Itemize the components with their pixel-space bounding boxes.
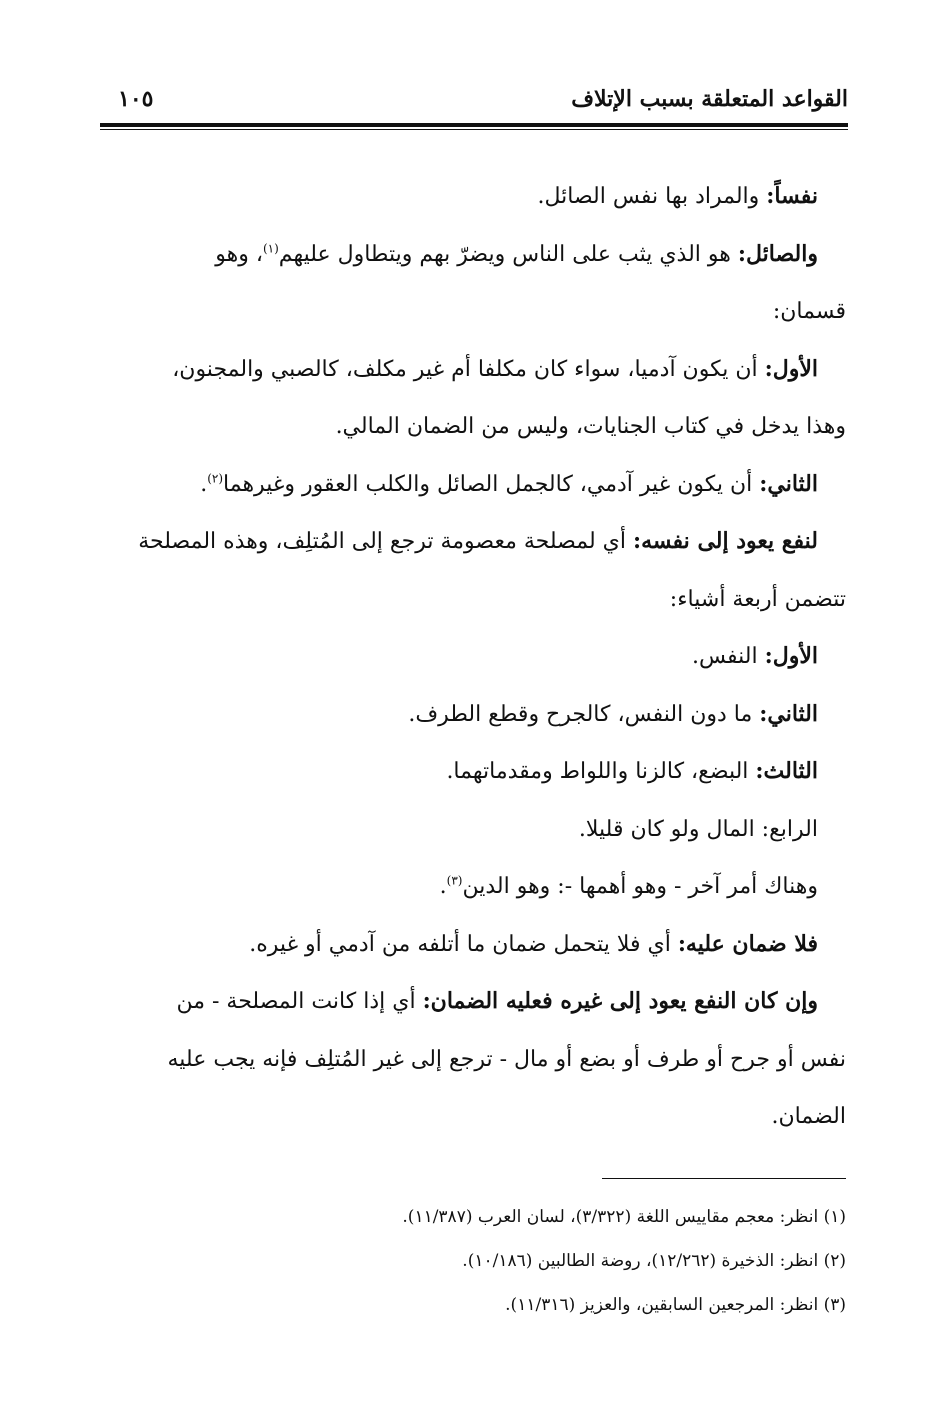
page-number: ١٠٥ [118, 86, 154, 112]
paragraph [106, 916, 818, 974]
paragraph-text: أي إذا كانت المصلحة - من [176, 989, 423, 1014]
term: لنفع يعود إلى نفسه: [632, 528, 818, 554]
paragraph [106, 628, 818, 686]
term: فلا ضمان عليه: [677, 930, 818, 957]
paragraph [106, 743, 818, 801]
paragraph [106, 226, 818, 284]
paragraph-text: . [200, 471, 208, 497]
paragraph-text: أن يكون آدميا، سواء كان مكلفا أم غير مكلف، كالصبي والمجنون، [172, 356, 765, 382]
header-rule-thin [100, 129, 848, 130]
chapter-title: القواعد المتعلقة بسبب الإتلاف [571, 86, 848, 112]
paragraph-text: الضمان. [771, 1104, 846, 1129]
paragraph-text: النفس. [691, 644, 765, 669]
term: الأول: [764, 643, 818, 669]
footnote-separator [602, 1178, 846, 1179]
paragraph-continuation [106, 571, 846, 629]
running-header [100, 84, 848, 124]
footnote-marker: (٣) [446, 873, 463, 888]
paragraph [106, 341, 818, 399]
paragraph-text: تتضمن أربعة أشياء: [669, 586, 846, 612]
paragraph-text: وهناك أمر آخر - وهو أهمها -: وهو الدين [462, 874, 818, 899]
paragraph-text: ما دون النفس، كالجرح وقطع الطرف. [408, 701, 760, 727]
footnotes [106, 1195, 846, 1327]
paragraph-text: وهذا يدخل في كتاب الجنايات، وليس من الضمان المالي. [335, 414, 846, 439]
paragraph-text: والمراد بها نفس الصائل. [537, 184, 767, 209]
paragraph-text: الرابع: المال ولو كان قليلا. [578, 816, 818, 842]
paragraph [106, 858, 818, 916]
term: وإن كان النفع يعود إلى غيره فعليه الضمان: [422, 988, 818, 1014]
term: الثاني: [759, 700, 818, 727]
paragraph [106, 686, 818, 744]
paragraph-text: . [439, 874, 447, 899]
paragraph [106, 456, 818, 514]
paragraph [106, 973, 818, 1031]
paragraph-text: قسمان: [772, 299, 846, 324]
term: والصائل: [737, 240, 818, 267]
main-text [106, 168, 846, 1146]
paragraph [106, 801, 818, 859]
footnote-marker: (١) [262, 241, 279, 256]
paragraph-text: هو الذي يثب على الناس ويضرّ بهم ويتطاول عليهم [278, 241, 738, 267]
paragraph-continuation [106, 283, 846, 341]
paragraph [106, 168, 818, 226]
paragraph-continuation [106, 1031, 846, 1089]
paragraph-text: نفس أو جرح أو طرف أو بضع أو مال - ترجع إلى غير المُتلِف فإنه يجب عليه [167, 1046, 846, 1072]
term: الأول: [764, 355, 818, 382]
paragraph [106, 513, 818, 571]
footnote-marker: (٢) [207, 471, 224, 486]
paragraph-continuation [106, 398, 846, 456]
paragraph-continuation [106, 1088, 846, 1146]
footnote: (٢) انظر: الذخيرة (١٢/٢٦٢)، روضة الطالبين (١٠/١٨٦). [462, 1251, 846, 1271]
footnote: (٣) انظر: المرجعين السابقين، والعزيز (١١/٣١٦). [505, 1295, 846, 1315]
term: نفساً: [766, 183, 818, 209]
paragraph-text: البضع، كالزنا واللواط ومقدماتهما. [446, 759, 756, 784]
header-rule [100, 123, 848, 127]
term: الثالث: [755, 758, 818, 784]
paragraph-text: أي فلا يتحمل ضمان ما أتلفه من آدمي أو غيره. [249, 931, 678, 957]
paragraph-text: أي لمصلحة معصومة ترجع إلى المُتلِف، وهذه المصلحة [138, 529, 633, 554]
footnote: (١) انظر: معجم مقاييس اللغة (٣/٣٢٢)، لسان العرب (١١/٣٨٧). [402, 1207, 846, 1227]
paragraph-text: ، وهو [215, 241, 263, 267]
term: الثاني: [759, 470, 818, 497]
paragraph-text: أن يكون غير آدمي، كالجمل الصائل والكلب العقور وغيرهما [223, 471, 760, 497]
